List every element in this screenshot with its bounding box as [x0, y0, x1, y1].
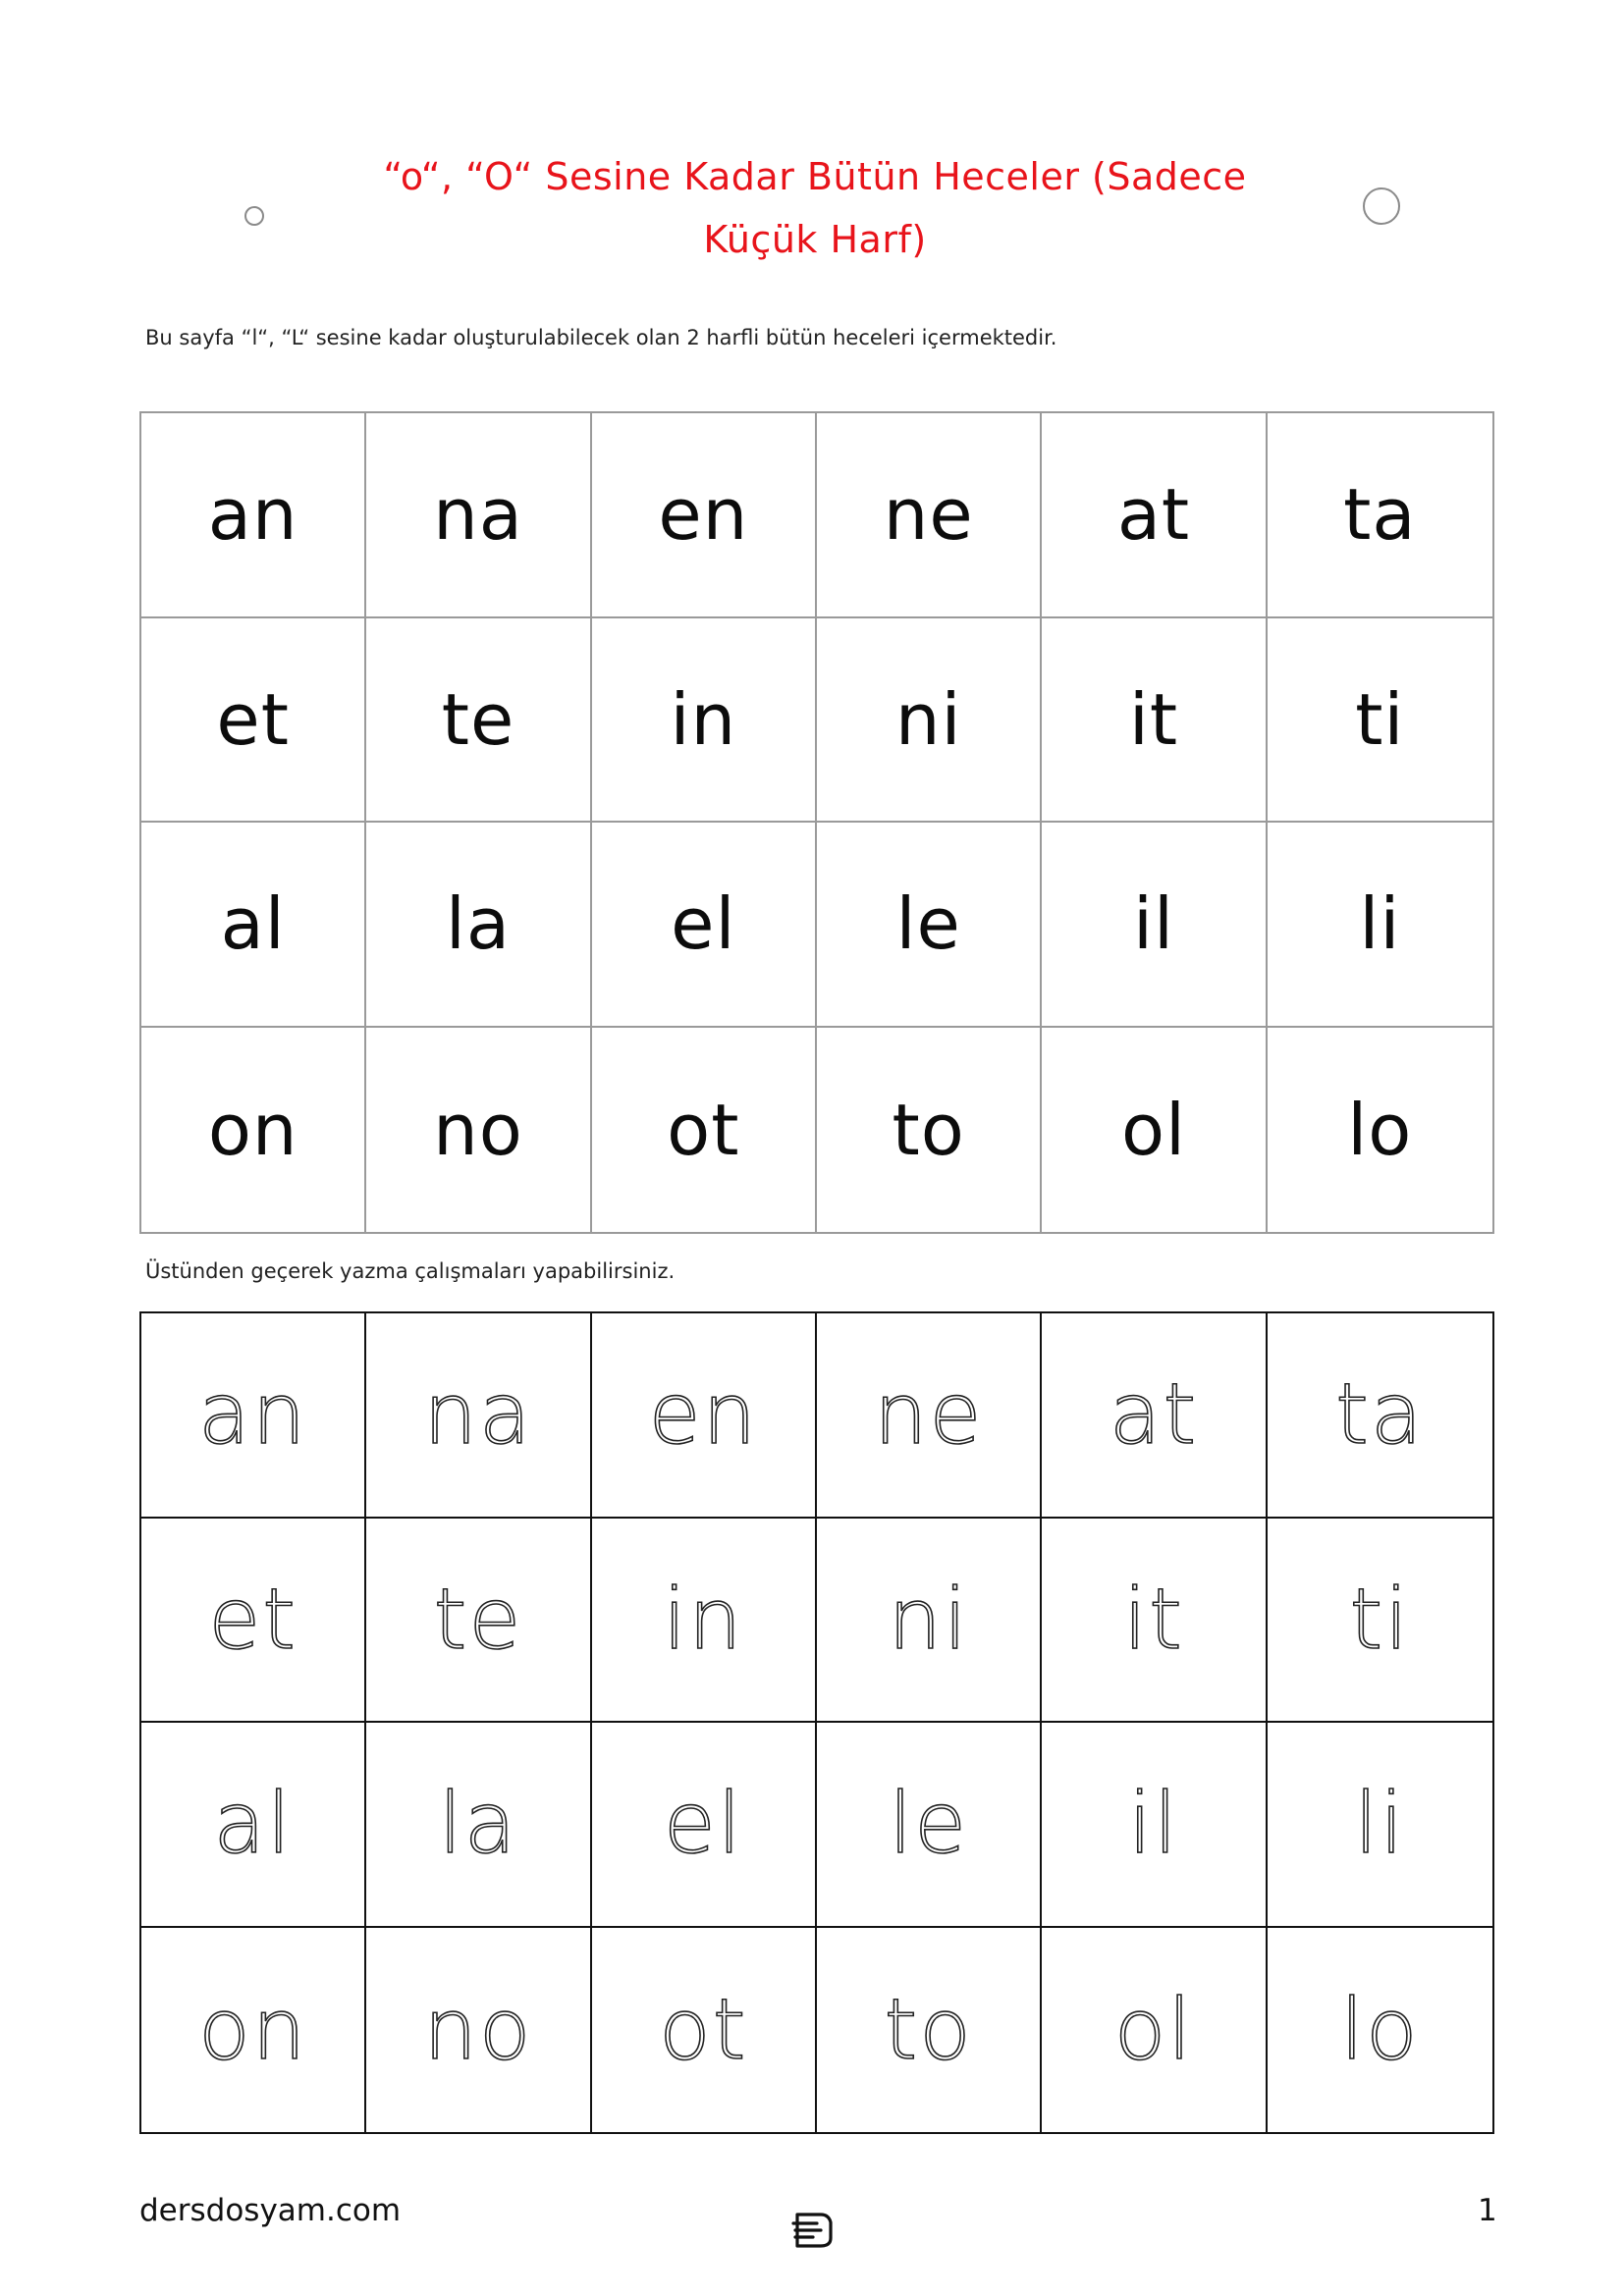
tracing-syllable: at	[1109, 1365, 1199, 1465]
tracing-cell	[1042, 1313, 1267, 1519]
tracing-cell	[1268, 1519, 1492, 1724]
page-title	[324, 145, 1306, 271]
syllable-cell	[817, 823, 1042, 1028]
tracing-syllable: ta	[1335, 1365, 1425, 1465]
intro-text: Bu sayfa “l“, “L“ sesine kadar oluşturulabilecek olan 2 harfli bütün heceleri içermektedir.	[145, 326, 1057, 349]
tracing-cell	[1042, 1519, 1267, 1724]
syllable-cell	[592, 1028, 817, 1233]
syllable: ta	[1343, 473, 1417, 557]
tracing-syllable: ol	[1113, 1980, 1194, 2079]
syllable: na	[433, 473, 523, 557]
tracing-syllable: la	[438, 1775, 518, 1874]
practice-instruction-text: Üstünden geçerek yazma çalışmaları yapabilirsiniz.	[145, 1259, 676, 1283]
tracing-syllable: ne	[873, 1365, 984, 1465]
syllable: il	[1132, 882, 1174, 966]
tracing-syllable: et	[208, 1570, 298, 1669]
tracing-syllable: ot	[659, 1980, 748, 2079]
decorative-small-circle-icon	[244, 206, 264, 226]
footer-site-link[interactable]: dersdosyam.com	[139, 2193, 402, 2228]
tracing-cell	[1268, 1313, 1492, 1519]
tracing-cell	[141, 1519, 366, 1724]
syllable: te	[441, 677, 515, 761]
tracing-syllable: lo	[1340, 1980, 1420, 2079]
syllable-cell	[1268, 618, 1492, 824]
syllable-cell	[1042, 618, 1267, 824]
tracing-cell	[592, 1928, 817, 2133]
tracing-syllable: on	[198, 1980, 308, 2079]
syllable-cell	[141, 1028, 366, 1233]
syllable: ne	[883, 473, 974, 557]
decorative-large-circle-icon	[1363, 187, 1400, 225]
syllable-cell	[1268, 1028, 1492, 1233]
syllable: et	[216, 677, 290, 761]
tracing-syllable: le	[889, 1775, 969, 1874]
tracing-cell	[592, 1313, 817, 1519]
syllable: ti	[1355, 677, 1405, 761]
tracing-syllable: it	[1123, 1570, 1184, 1669]
syllable: lo	[1347, 1088, 1413, 1171]
tracing-syllable: en	[648, 1365, 759, 1465]
syllable: an	[207, 473, 298, 557]
tracing-cell	[592, 1723, 817, 1928]
syllable: no	[433, 1088, 523, 1171]
syllable-cell	[141, 618, 366, 824]
syllable-cell	[1268, 823, 1492, 1028]
syllable-cell	[1042, 1028, 1267, 1233]
syllable: al	[220, 882, 286, 966]
syllable-cell	[592, 413, 817, 618]
syllable-cell	[366, 413, 591, 618]
tracing-syllable: el	[663, 1775, 743, 1874]
syllable-cell	[1042, 823, 1267, 1028]
syllable: la	[445, 882, 512, 966]
tracing-cell	[817, 1928, 1042, 2133]
syllable: ol	[1120, 1088, 1187, 1171]
tracing-syllable: il	[1128, 1775, 1179, 1874]
document-lines-icon	[791, 2209, 837, 2250]
syllable: el	[671, 882, 736, 966]
syllable: ot	[667, 1088, 740, 1171]
syllable-cell	[1042, 413, 1267, 618]
syllable-cell	[1268, 413, 1492, 618]
tracing-syllable: no	[423, 1980, 533, 2079]
tracing-cell	[1268, 1928, 1492, 2133]
tracing-cell	[592, 1519, 817, 1724]
syllable: on	[207, 1088, 298, 1171]
syllable: li	[1359, 882, 1401, 966]
tracing-syllable: in	[663, 1570, 744, 1669]
tracing-cell	[366, 1519, 591, 1724]
tracing-cell	[1042, 1723, 1267, 1928]
tracing-cell	[141, 1928, 366, 2133]
tracing-cell	[366, 1313, 591, 1519]
syllable: ni	[894, 677, 962, 761]
syllable: en	[658, 473, 749, 557]
page-number: 1	[1478, 2193, 1497, 2228]
tracing-cell	[141, 1723, 366, 1928]
tracing-syllable: te	[433, 1570, 523, 1669]
tracing-cell	[366, 1928, 591, 2133]
syllable: in	[670, 677, 737, 761]
tracing-cell	[141, 1313, 366, 1519]
tracing-syllable: an	[198, 1365, 308, 1465]
page-title-line-2: Küçük Harf)	[703, 218, 927, 261]
syllable: le	[895, 882, 961, 966]
tracing-syllable: to	[884, 1980, 973, 2079]
page-title-line-1: “o“, “O“ Sesine Kadar Bütün Heceler (Sadece	[383, 155, 1247, 198]
tracing-syllable: ti	[1349, 1570, 1411, 1669]
syllable-cell	[592, 618, 817, 824]
syllable-cell	[817, 413, 1042, 618]
syllable-cell	[141, 823, 366, 1028]
syllable-cell	[366, 1028, 591, 1233]
tracing-syllable: al	[213, 1775, 293, 1874]
tracing-cell	[1042, 1928, 1267, 2133]
tracing-syllable: li	[1354, 1775, 1406, 1874]
tracing-cell	[817, 1519, 1042, 1724]
tracing-syllable: ni	[888, 1570, 969, 1669]
syllable-cell	[366, 823, 591, 1028]
syllable-grid	[139, 411, 1494, 1234]
tracing-cell	[366, 1723, 591, 1928]
tracing-syllable: na	[423, 1365, 533, 1465]
syllable-cell	[366, 618, 591, 824]
syllable: it	[1128, 677, 1179, 761]
syllable-cell	[817, 618, 1042, 824]
syllable-cell	[817, 1028, 1042, 1233]
syllable-cell	[592, 823, 817, 1028]
tracing-cell	[1268, 1723, 1492, 1928]
syllable: to	[892, 1088, 965, 1171]
syllable: at	[1116, 473, 1191, 557]
tracing-grid	[139, 1311, 1494, 2134]
syllable-cell	[141, 413, 366, 618]
tracing-cell	[817, 1723, 1042, 1928]
tracing-cell	[817, 1313, 1042, 1519]
